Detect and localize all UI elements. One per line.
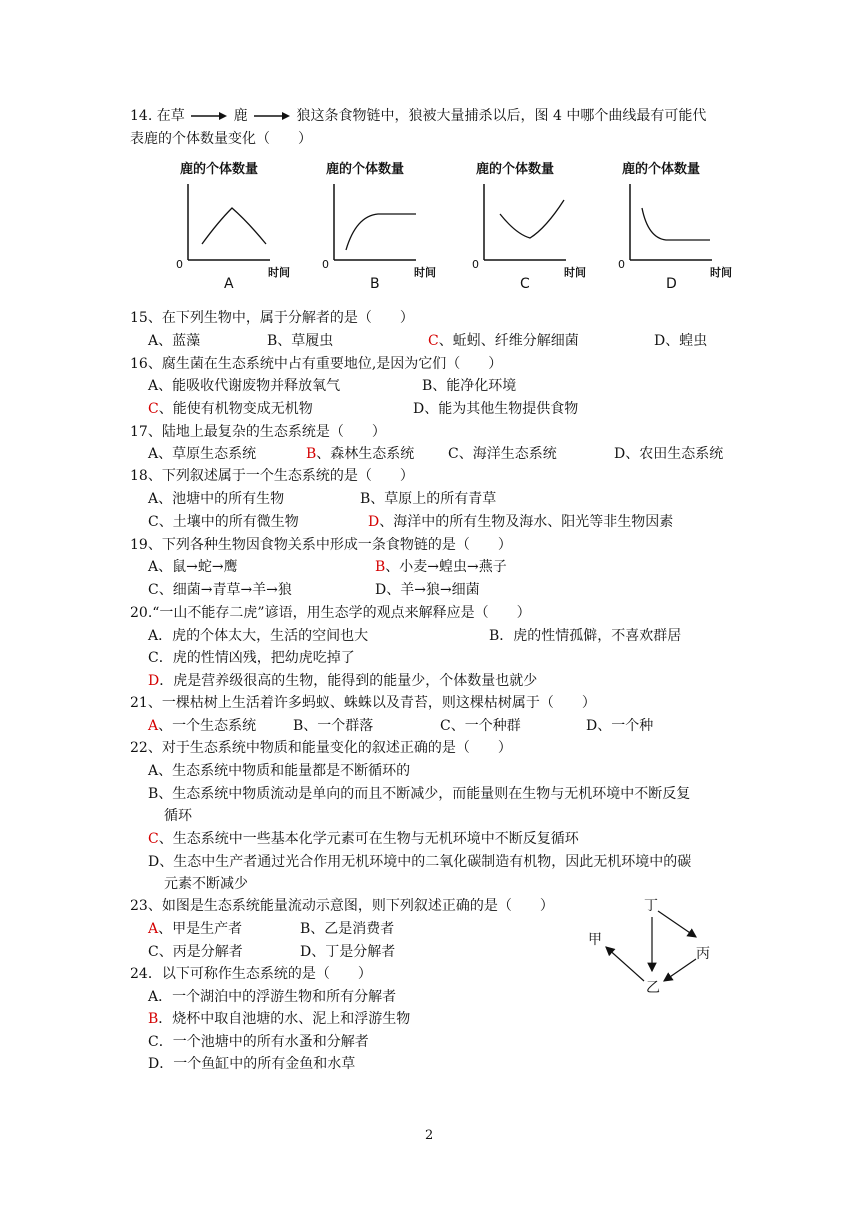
graph-c-letter: C [520,276,530,292]
q21-option-a [148,716,256,736]
q23-option-a-text: 、甲是生产者 [158,921,243,937]
answer-mark: D [368,514,380,530]
q23-option-b: B、乙是消费者 [300,921,395,937]
q18-stem: 18、下列叙述属于一个生态系统的是（ ） [130,468,414,484]
q20-option-b: B．虎的性情孤僻，不喜欢群居 [489,628,682,644]
answer-mark: D [148,673,160,689]
q17-stem: 17、陆地上最复杂的生态系统是（ ） [130,424,386,440]
graph-c [466,156,596,296]
answer-mark: A [148,718,159,734]
graph-a [170,156,300,296]
q22-option-d-line2: 元素不断减少 [164,876,248,892]
q20-option-d [148,671,537,691]
graph-a-zero: 0 [176,258,183,271]
answer-mark: C [428,333,439,349]
answer-mark: B [148,1011,159,1027]
energy-flow-diagram [580,893,730,1003]
graph-a-title: 鹿的个体数量 [180,162,259,177]
q15-option-c [428,331,579,351]
q21-stem: 21、一棵枯树上生活着许多蚂蚁、蛛蛛以及青苔，则这棵枯树属于（ ） [130,695,596,711]
q15-option-a: A、蓝藻 [148,333,201,349]
q18-option-a: A、池塘中的所有生物 [148,491,285,507]
q21-option-c: C、一个种群 [440,718,521,734]
q14-graphs [170,156,740,296]
graph-b-title: 鹿的个体数量 [326,162,405,177]
graph-a-time: 时间 [268,266,290,279]
answer-mark: A [148,921,159,937]
q16-option-c [148,399,313,419]
graph-d [612,156,742,296]
node-ding: 丁 [644,898,658,914]
arrow-icon [191,111,227,121]
q19-option-b-text: 、小麦→蝗虫→燕子 [385,559,507,575]
q17-option-c: C、海洋生态系统 [448,446,557,462]
q18-option-c: C、土壤中的所有微生物 [148,514,299,530]
q22-option-d-line1: D、生态中生产者通过光合作用无机环境中的二氧化碳制造有机物，因此无机环境中的碳 [148,854,692,870]
q18-option-d [368,512,673,532]
q20-option-c: C．虎的性情凶残，把幼虎吃掉了 [148,650,355,666]
q17-option-b [306,444,414,464]
q14-text-c: 狼这条食物链中，狼被大量捕杀以后，图 4 中哪个曲线最有可能代 [296,108,707,124]
q19-option-b [375,557,507,577]
q20-option-a: A．虎的个体太大，生活的空间也大 [148,628,369,644]
q19-option-c: C、细菌→青草→羊→狼 [148,582,292,598]
graph-d-title: 鹿的个体数量 [622,162,701,177]
node-bing: 丙 [696,946,710,962]
q21-option-d: D、一个种 [586,718,654,734]
q23-option-c: C、丙是分解者 [148,944,243,960]
q23-option-a [148,919,242,939]
answer-mark: B [306,446,317,462]
q24-option-c: C．一个池塘中的所有水蚤和分解者 [148,1034,369,1050]
q21-option-b: B、一个群落 [293,718,374,734]
graph-c-time: 时间 [564,266,586,279]
graph-c-title: 鹿的个体数量 [476,162,555,177]
q15-option-c-text: 、蚯蚓、纤维分解细菌 [438,333,579,349]
q17-option-a: A、草原生态系统 [148,446,257,462]
q19-stem: 19、下列各种生物因食物关系中形成一条食物链的是（ ） [130,537,512,553]
graph-d-zero: 0 [618,258,625,271]
q22-stem: 22、对于生态系统中物质和能量变化的叙述正确的是（ ） [130,740,512,756]
q22-option-a: A、生态系统中物质和能量都是不断循环的 [148,763,411,779]
q22-option-b-line2: 循环 [164,808,192,824]
q22-option-c-text: 、生态系统中一些基本化学元素可在生物与无机环境中不断反复循环 [158,831,579,847]
q24-option-a: A．一个湖泊中的浮游生物和所有分解者 [148,989,397,1005]
q22-option-b-line1: B、生态系统中物质流动是单向的而且不断减少，而能量则在生物与无机环境中不断反复 [148,786,691,802]
q16-stem: 16、腐生菌在生态系统中占有重要地位,是因为它们（ ） [130,356,503,372]
q21-option-a-text: 、一个生态系统 [158,718,257,734]
q14-text-b: 鹿 [233,108,248,124]
q24-stem: 24．以下可称作生态系统的是（ ） [130,966,372,982]
q22-option-c [148,829,579,849]
answer-mark: C [148,401,159,417]
q14-text-a: 14. 在草 [130,108,185,124]
graph-b-letter: B [370,276,380,292]
q15-option-d: D、蝗虫 [654,333,708,349]
answer-mark: C [148,831,159,847]
q20-option-d-text: ．虎是营养级很高的生物，能得到的能量少，个体数量也就少 [159,673,538,689]
graph-b-time: 时间 [414,266,436,279]
q18-option-d-text: 、海洋中的所有生物及海水、阳光等非生物因素 [379,514,674,530]
answer-mark: B [375,559,386,575]
q20-stem: 20.“一山不能存二虎”谚语，用生态学的观点来解释应是（ ） [130,605,531,621]
node-yi: 乙 [646,980,660,996]
q23-stem: 23、如图是生态系统能量流动示意图，则下列叙述正确的是（ ） [130,898,554,914]
graph-d-time: 时间 [710,266,732,279]
q24-option-d: D．一个鱼缸中的所有金鱼和水草 [148,1056,356,1072]
q24-option-b-text: ．烧杯中取自池塘的水、泥上和浮游生物 [158,1011,411,1027]
graph-a-letter: A [224,276,234,292]
q19-option-d: D、羊→狼→细菌 [375,582,480,598]
q15-option-b: B、草履虫 [267,333,334,349]
q23-option-d: D、丁是分解者 [300,944,396,960]
q15-stem: 15、在下列生物中，属于分解者的是（ ） [130,310,414,326]
q17-option-d: D、农田生态系统 [614,446,724,462]
q19-option-a: A、鼠→蛇→鹰 [148,559,238,575]
arrow-icon [254,111,290,121]
q24-option-b [148,1009,410,1029]
graph-c-zero: 0 [472,258,479,271]
q17-option-b-text: 、森林生态系统 [316,446,415,462]
graph-d-letter: D [666,276,677,292]
graph-b-zero: 0 [322,258,329,271]
q16-option-c-text: 、能使有机物变成无机物 [158,401,313,417]
q16-option-a: A、能吸收代谢废物并释放氧气 [148,378,341,394]
node-jia: 甲 [588,932,602,948]
q18-option-b: B、草原上的所有青草 [360,491,497,507]
q14-line2: 表鹿的个体数量变化（ ） [130,131,312,147]
q16-option-d: D、能为其他生物提供食物 [413,401,579,417]
page-number: 2 [425,1128,434,1143]
q14-line1 [130,106,706,126]
graph-b [316,156,446,296]
q16-option-b: B、能净化环境 [422,378,517,394]
